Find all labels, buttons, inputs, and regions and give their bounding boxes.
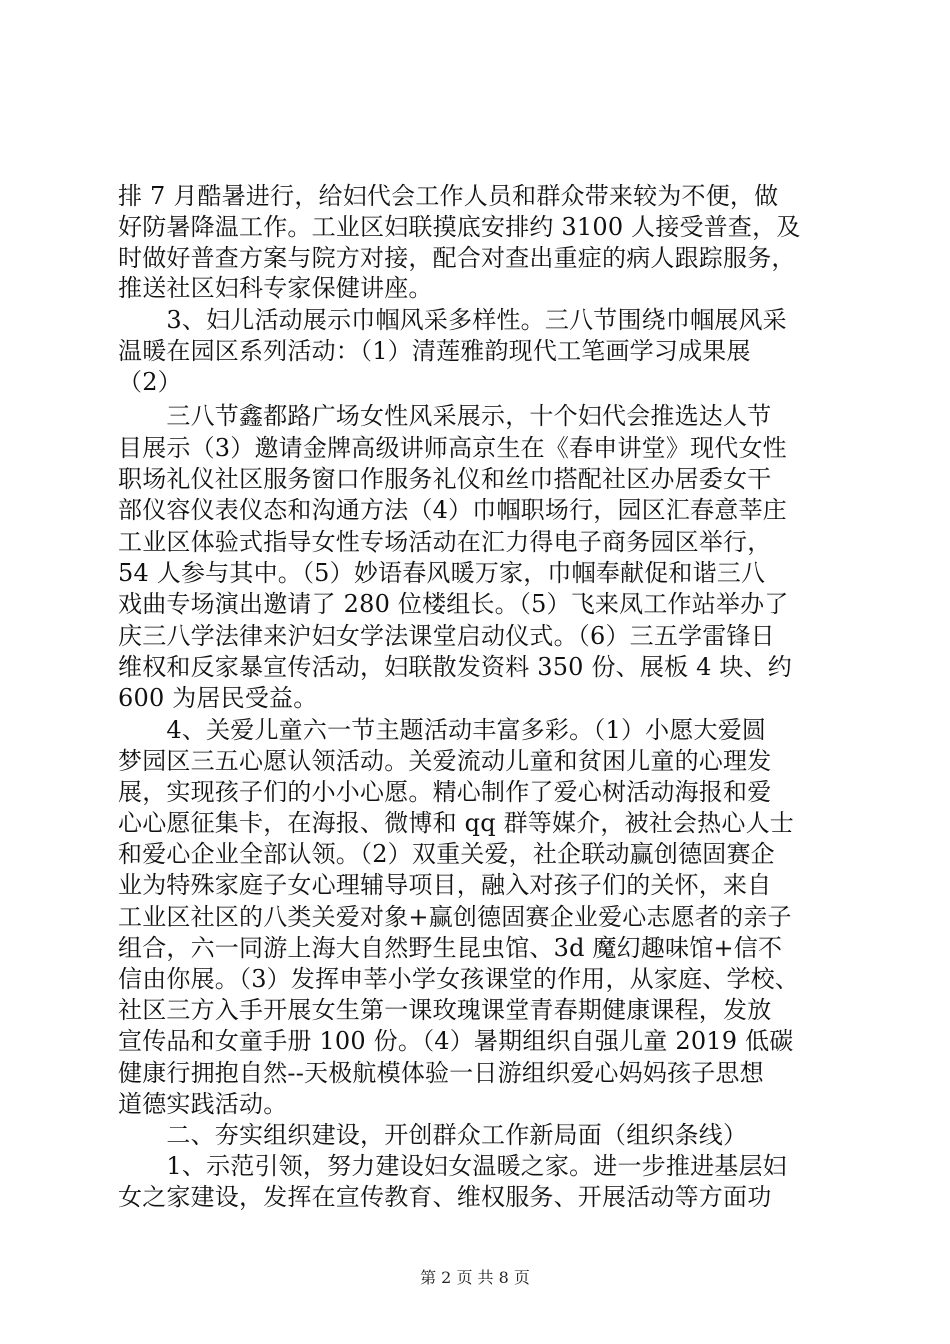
text-line: 组合，六一同游上海大自然野生昆虫馆、3d 魔幻趣味馆+信不 [118, 934, 783, 962]
text-line: 维权和反家暴宣传活动，妇联散发资料 350 份、展板 4 块、约 [118, 653, 792, 681]
text-line: 和爱心企业全部认领。（2）双重关爱，社企联动赢创德固赛企 [118, 840, 775, 868]
text-line: 时做好普查方案与院方对接，配合对查出重症的病人跟踪服务， [118, 244, 796, 272]
page-footer: 第 2 页 共 8 页 [420, 1268, 530, 1287]
text-line: （2） [118, 368, 182, 396]
text-line: 1、示范引领，努力建设妇女温暖之家。进一步推进基层妇 [118, 1152, 787, 1180]
text-line: 3、妇儿活动展示巾帼风采多样性。三八节围绕巾帼展风采 [118, 306, 787, 334]
text-line: 庆三八学法律来沪妇女学法课堂启动仪式。（6）三五学雷锋日 [118, 622, 775, 650]
text-line: 职场礼仪社区服务窗口作服务礼仪和丝巾搭配社区办居委女干 [118, 465, 772, 493]
text-line: 信由你展。（3）发挥申莘小学女孩课堂的作用，从家庭、学校、 [118, 965, 800, 993]
text-line: 4、关爱儿童六一节主题活动丰富多彩。（1）小愿大爱圆 [118, 716, 767, 744]
text-line: 梦园区三五心愿认领活动。关爱流动儿童和贫困儿童的心理发 [118, 747, 772, 775]
text-line: 温暖在园区系列活动：（1）清莲雅韵现代工笔画学习成果展 [118, 337, 751, 365]
text-line: 三八节鑫都路广场女性风采展示，十个妇代会推选达人节 [118, 402, 772, 430]
text-line: 业为特殊家庭子女心理辅导项目，融入对孩子们的关怀，来自 [118, 871, 772, 899]
text-line: 社区三方入手开展女生第一课玫瑰课堂青春期健康课程，发放 [118, 996, 772, 1024]
text-line: 目展示（3）邀请金牌高级讲师高京生在《春申讲堂》现代女性 [118, 434, 787, 462]
text-line: 展，实现孩子们的小小心愿。精心制作了爱心树活动海报和爱 [118, 778, 772, 806]
text-line: 推送社区妇科专家保健讲座。 [118, 274, 433, 302]
text-line: 部仪容仪表仪态和沟通方法（4）巾帼职场行，园区汇春意莘庄 [118, 496, 787, 524]
text-line: 戏曲专场演出邀请了 280 位楼组长。（5）飞来凤工作站举办了 [118, 590, 789, 618]
text-line: 好防暑降温工作。工业区妇联摸底安排约 3100 人接受普查，及 [118, 213, 801, 241]
text-line: 工业区社区的八类关爱对象+赢创德固赛企业爱心志愿者的亲子 [118, 903, 792, 931]
text-line: 排 7 月酷暑进行，给妇代会工作人员和群众带来较为不便，做 [118, 182, 779, 210]
text-line: 54 人参与其中。（5）妙语春风暖万家，巾帼奉献促和谐三八 [118, 559, 766, 587]
text-line: 工业区体验式指导女性专场活动在汇力得电子商务园区举行， [118, 528, 772, 556]
text-line: 健康行拥抱自然--天极航模体验一日游组织爱心妈妈孩子思想 [118, 1059, 764, 1087]
text-line: 宣传品和女童手册 100 份。（4）暑期组织自强儿童 2019 低碳 [118, 1027, 794, 1055]
text-line: 道德实践活动。 [118, 1090, 288, 1118]
text-line: 600 为居民受益。 [118, 684, 318, 712]
text-line: 女之家建设，发挥在宣传教育、维权服务、开展活动等方面功 [118, 1183, 772, 1211]
text-line: 二、夯实组织建设，开创群众工作新局面（组织条线） [118, 1121, 748, 1149]
text-line: 心心愿征集卡，在海报、微博和 qq 群等媒介，被社会热心人士 [118, 809, 794, 837]
